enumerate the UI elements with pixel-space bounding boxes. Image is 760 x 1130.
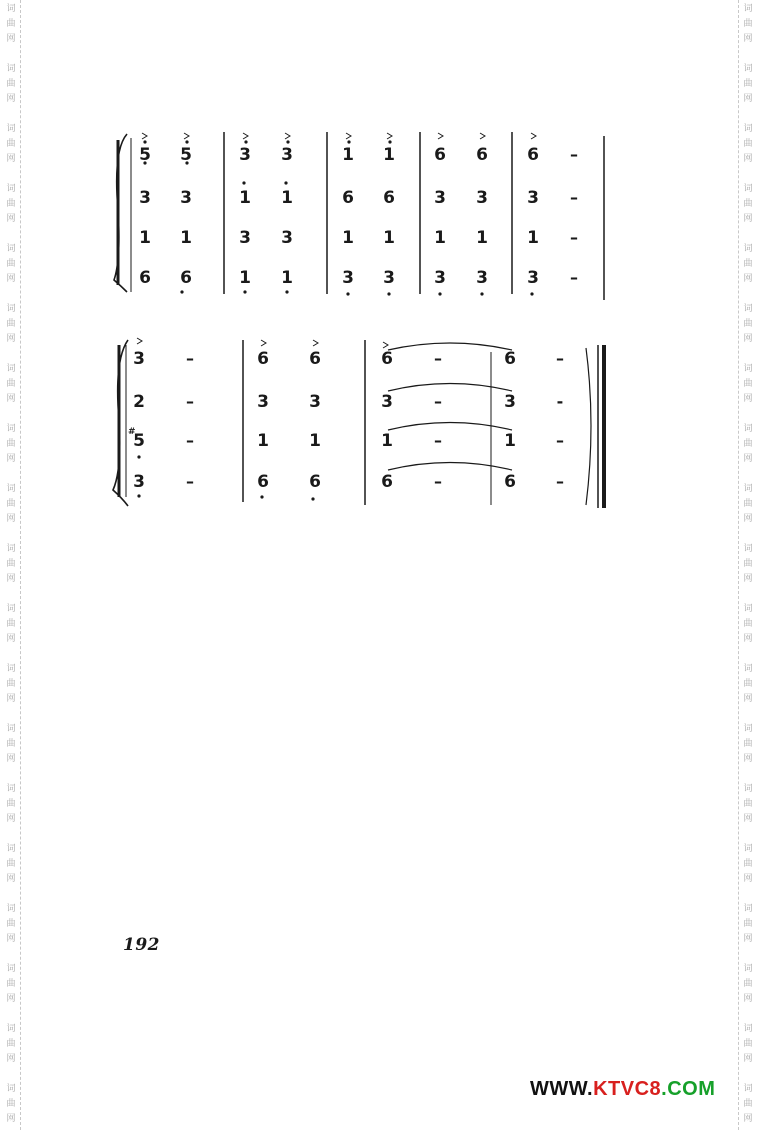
watermark-char: 网 [743, 934, 753, 944]
watermark-char: 网 [743, 334, 753, 344]
watermark-char: 词 [6, 424, 16, 434]
watermark-char: 曲 [743, 199, 753, 209]
watermark-char: 曲 [6, 199, 16, 209]
watermark-char: 词 [6, 304, 16, 314]
note: 3 [133, 349, 145, 369]
watermark-char: 词 [6, 604, 16, 614]
note: 6 [381, 349, 393, 369]
sustain-dash: - [556, 392, 564, 411]
note: 6 [434, 145, 446, 165]
note: 6 [257, 349, 269, 369]
watermark-char: 词 [743, 304, 753, 314]
watermark-char: 网 [6, 754, 16, 764]
watermark-char: 曲 [6, 499, 16, 509]
sustain-dash: – [186, 392, 194, 411]
watermark-char: 网 [743, 34, 753, 44]
watermark-char: 网 [6, 1054, 16, 1064]
note: 5 [180, 145, 192, 165]
sustain-dash: – [556, 349, 564, 368]
sustain-dash: – [186, 431, 194, 450]
sustain-dash: – [434, 349, 442, 368]
watermark-char: 词 [6, 1024, 16, 1034]
watermark-char: 网 [743, 94, 753, 104]
note: 6 [309, 349, 321, 369]
watermark-char: 网 [743, 874, 753, 884]
watermark-char: 曲 [6, 619, 16, 629]
logo-www: WWW. [530, 1078, 594, 1100]
note: 3 [381, 392, 393, 412]
watermark-char: 曲 [6, 919, 16, 929]
sustain-dash: – [186, 472, 194, 491]
watermark-char: 网 [743, 274, 753, 284]
watermark-char: 词 [743, 664, 753, 674]
system-2-octave-dots-lower [137, 455, 314, 500]
watermark-char: 曲 [6, 559, 16, 569]
note: 1 [281, 188, 293, 208]
logo-com: .COM [661, 1078, 716, 1100]
sustain-dash: – [570, 268, 578, 287]
watermark-char: 词 [743, 1084, 753, 1094]
note: 1 [239, 268, 251, 288]
watermark-char: 词 [743, 604, 753, 614]
watermark-char: 网 [743, 214, 753, 224]
watermark-char: 网 [743, 154, 753, 164]
watermark-char: 词 [743, 1024, 753, 1034]
note: 3 [434, 188, 446, 208]
site-logo [530, 1078, 715, 1101]
system-1-octave-dots-lower [143, 161, 533, 295]
watermark-char: 网 [6, 874, 16, 884]
sharp-accidental: # [128, 427, 136, 437]
watermark-char: 词 [743, 244, 753, 254]
system-1-accents [142, 133, 536, 139]
note: 1 [342, 145, 354, 165]
system-1-brace [114, 134, 127, 292]
watermark-char: 词 [743, 484, 753, 494]
sustain-dash: – [570, 188, 578, 207]
sustain-dash: – [556, 431, 564, 450]
watermark-char: 网 [6, 694, 16, 704]
note: 6 [527, 145, 539, 165]
watermark-char: 曲 [6, 379, 16, 389]
watermark-char: 词 [743, 784, 753, 794]
watermark-char: 曲 [6, 139, 16, 149]
watermark-char: 曲 [743, 19, 753, 29]
watermark-char: 曲 [6, 439, 16, 449]
note: 5 [133, 431, 145, 451]
watermark-char: 词 [743, 424, 753, 434]
watermark-char: 词 [6, 784, 16, 794]
watermark-char: 词 [6, 364, 16, 374]
watermark-char: 曲 [6, 799, 16, 809]
watermark-char: 网 [6, 274, 16, 284]
page-number: 192 [123, 935, 160, 955]
note: 3 [281, 228, 293, 248]
watermark-char: 网 [6, 814, 16, 824]
watermark-char: 网 [6, 574, 16, 584]
watermark-char: 网 [743, 574, 753, 584]
note: 3 [309, 392, 321, 412]
watermark-char: 曲 [6, 259, 16, 269]
watermark-char: 词 [743, 124, 753, 134]
watermark-char: 词 [6, 664, 16, 674]
watermark-char: 词 [6, 904, 16, 914]
watermark-char: 网 [743, 454, 753, 464]
watermark-char: 网 [743, 634, 753, 644]
watermark-char: 网 [6, 994, 16, 1004]
watermark-char: 曲 [6, 19, 16, 29]
note: 1 [434, 228, 446, 248]
watermark-char: 曲 [743, 859, 753, 869]
sustain-dash: – [434, 472, 442, 491]
watermark-char: 曲 [743, 1039, 753, 1049]
watermark-char: 曲 [743, 559, 753, 569]
note: 3 [476, 268, 488, 288]
watermark-char: 曲 [743, 139, 753, 149]
watermark-char: 网 [6, 34, 16, 44]
note: 1 [342, 228, 354, 248]
watermark-char: 网 [6, 334, 16, 344]
note: 3 [434, 268, 446, 288]
watermark-char: 词 [743, 964, 753, 974]
watermark-char: 网 [743, 694, 753, 704]
note: 6 [383, 188, 395, 208]
watermark-char: 曲 [743, 1099, 753, 1109]
note: 3 [281, 145, 293, 165]
note: 6 [342, 188, 354, 208]
watermark-char: 曲 [743, 919, 753, 929]
note: 3 [527, 268, 539, 288]
watermark-char: 词 [743, 364, 753, 374]
note: 1 [381, 431, 393, 451]
watermark-char: 词 [6, 844, 16, 854]
note: 1 [180, 228, 192, 248]
watermark-char: 曲 [743, 679, 753, 689]
watermark-char: 网 [743, 814, 753, 824]
watermark-char: 词 [6, 184, 16, 194]
note: 1 [527, 228, 539, 248]
watermark-char: 曲 [6, 79, 16, 89]
watermark-char: 网 [6, 934, 16, 944]
watermark-char: 网 [6, 214, 16, 224]
note: 6 [381, 472, 393, 492]
note: 3 [476, 188, 488, 208]
watermark-char: 词 [743, 544, 753, 554]
note: 3 [257, 392, 269, 412]
note: 3 [383, 268, 395, 288]
note: 5 [139, 145, 151, 165]
note: 3 [239, 228, 251, 248]
note: 6 [180, 268, 192, 288]
watermark-char: 词 [6, 64, 16, 74]
watermark-char: 网 [6, 1114, 16, 1124]
watermark-char: 词 [6, 724, 16, 734]
watermark-char: 网 [6, 94, 16, 104]
watermark-char: 词 [6, 4, 16, 14]
watermark-char: 词 [6, 964, 16, 974]
watermark-char: 网 [743, 394, 753, 404]
watermark-char: 曲 [743, 739, 753, 749]
score-system-1 [114, 132, 604, 300]
watermark-char: 网 [743, 514, 753, 524]
watermark-char: 词 [6, 124, 16, 134]
sustain-dash: – [434, 392, 442, 411]
system-2-ties [388, 343, 512, 470]
watermark-char: 词 [6, 544, 16, 554]
note: 1 [139, 228, 151, 248]
watermark-char: 曲 [743, 439, 753, 449]
watermark-char: 曲 [743, 79, 753, 89]
sustain-dash: – [556, 472, 564, 491]
watermark-char: 网 [6, 634, 16, 644]
watermark-char: 词 [743, 4, 753, 14]
watermark-char: 曲 [743, 799, 753, 809]
system-2-end-paren [586, 348, 591, 505]
watermark-char: 曲 [743, 979, 753, 989]
watermark-char: 网 [743, 994, 753, 1004]
note: 6 [504, 349, 516, 369]
watermark-char: 曲 [743, 259, 753, 269]
watermark-char: 网 [743, 1054, 753, 1064]
score-system-2 [113, 338, 604, 508]
watermark-char: 曲 [6, 859, 16, 869]
note: 1 [309, 431, 321, 451]
note: 2 [133, 392, 145, 412]
note: 1 [504, 431, 516, 451]
note: 6 [139, 268, 151, 288]
sustain-dash: – [186, 349, 194, 368]
watermark-char: 曲 [6, 979, 16, 989]
watermark-char: 曲 [6, 1099, 16, 1109]
watermark-char: 曲 [6, 739, 16, 749]
watermark-char: 曲 [743, 499, 753, 509]
watermark-char: 网 [743, 1114, 753, 1124]
watermark-char: 曲 [743, 619, 753, 629]
watermark-char: 词 [6, 244, 16, 254]
note: 1 [257, 431, 269, 451]
watermark-char: 网 [6, 394, 16, 404]
note: 1 [281, 268, 293, 288]
note: 3 [527, 188, 539, 208]
note: 3 [342, 268, 354, 288]
sustain-dash: – [570, 145, 578, 164]
watermark-char: 网 [743, 754, 753, 764]
sustain-dash: – [570, 228, 578, 247]
note: 3 [180, 188, 192, 208]
note: 6 [504, 472, 516, 492]
system-2-notes [133, 349, 564, 492]
watermark-char: 词 [743, 844, 753, 854]
watermark-char: 曲 [6, 679, 16, 689]
watermark-char: 词 [743, 904, 753, 914]
note: 6 [476, 145, 488, 165]
watermark-char: 网 [6, 514, 16, 524]
watermark-char: 曲 [743, 319, 753, 329]
note: 3 [133, 472, 145, 492]
sustain-dash: – [434, 431, 442, 450]
note: 3 [504, 392, 516, 412]
logo-brand: KTVC8 [593, 1078, 662, 1100]
note: 1 [476, 228, 488, 248]
watermark-char: 曲 [6, 319, 16, 329]
note: 6 [309, 472, 321, 492]
note: 1 [239, 188, 251, 208]
note: 1 [383, 228, 395, 248]
watermark-char: 词 [743, 724, 753, 734]
note: 3 [239, 145, 251, 165]
note: 1 [383, 145, 395, 165]
watermark-char: 词 [6, 1084, 16, 1094]
watermark-char: 词 [743, 184, 753, 194]
watermark-char: 网 [6, 454, 16, 464]
watermark-char: 词 [743, 64, 753, 74]
watermark-char: 曲 [743, 379, 753, 389]
watermark-char: 网 [6, 154, 16, 164]
watermark-char: 曲 [6, 1039, 16, 1049]
note: 6 [257, 472, 269, 492]
system-2-accents [137, 338, 388, 348]
note: 3 [139, 188, 151, 208]
watermark-char: 词 [6, 484, 16, 494]
